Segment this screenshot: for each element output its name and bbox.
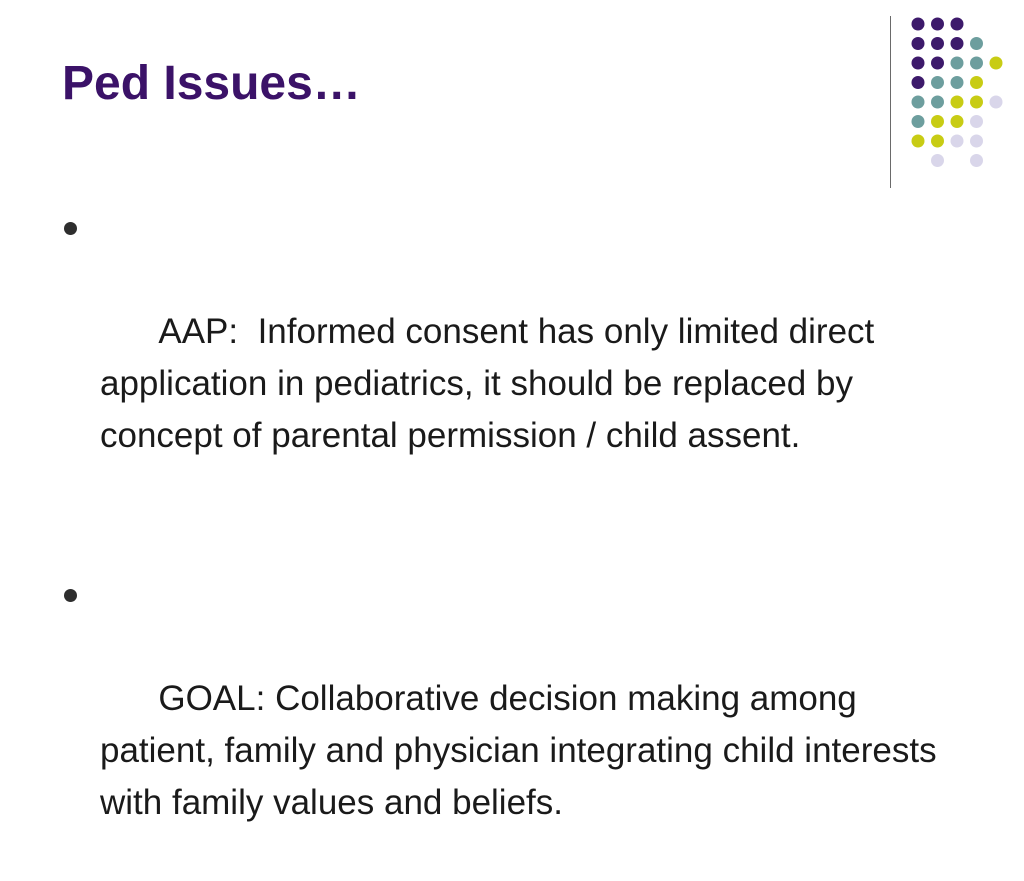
decorative-dot: [970, 154, 983, 167]
decorative-dot: [931, 96, 944, 109]
decorative-dot: [931, 57, 944, 70]
decorative-dot: [970, 115, 983, 128]
decorative-dot: [931, 76, 944, 89]
decorative-dot: [951, 96, 964, 109]
decorative-dot: [990, 96, 1003, 109]
decorative-dot: [912, 135, 925, 148]
decorative-dot: [951, 115, 964, 128]
decorative-dot: [970, 57, 983, 70]
decorative-dot: [931, 154, 944, 167]
decorative-dot: [970, 96, 983, 109]
decorative-dot: [931, 135, 944, 148]
bullet-item: [62, 202, 962, 514]
decorative-dot: [931, 18, 944, 31]
bullet-list: [62, 202, 962, 881]
decorative-dot: [912, 57, 925, 70]
bullet-item: [62, 569, 962, 881]
bullet-text: GOAL: Collaborative decision making among patient, family and physician integrating child interests with family values and beliefs.: [100, 679, 947, 822]
decorative-dot: [912, 18, 925, 31]
decorative-dot: [912, 76, 925, 89]
decorative-dot: [951, 76, 964, 89]
decorative-dot: [912, 115, 925, 128]
decorative-dot: [970, 135, 983, 148]
decorative-dot: [931, 115, 944, 128]
decorative-dot: [990, 57, 1003, 70]
decorative-dot: [951, 135, 964, 148]
title-divider-line: [890, 16, 891, 188]
bullet-dot-icon: [64, 589, 77, 602]
decorative-dot: [912, 96, 925, 109]
slide-title: Ped Issues…: [62, 57, 361, 110]
decorative-dot: [951, 57, 964, 70]
bullet-dot-icon: [64, 222, 77, 235]
decorative-dot: [912, 37, 925, 50]
decorative-dot: [970, 37, 983, 50]
bullet-text: AAP: Informed consent has only limited direct application in pediatrics, it should be replaced by concept of parental permission / child assent.: [100, 312, 884, 455]
decorative-dot: [951, 18, 964, 31]
decorative-dot: [951, 37, 964, 50]
decorative-dot: [970, 76, 983, 89]
decorative-dot: [931, 37, 944, 50]
